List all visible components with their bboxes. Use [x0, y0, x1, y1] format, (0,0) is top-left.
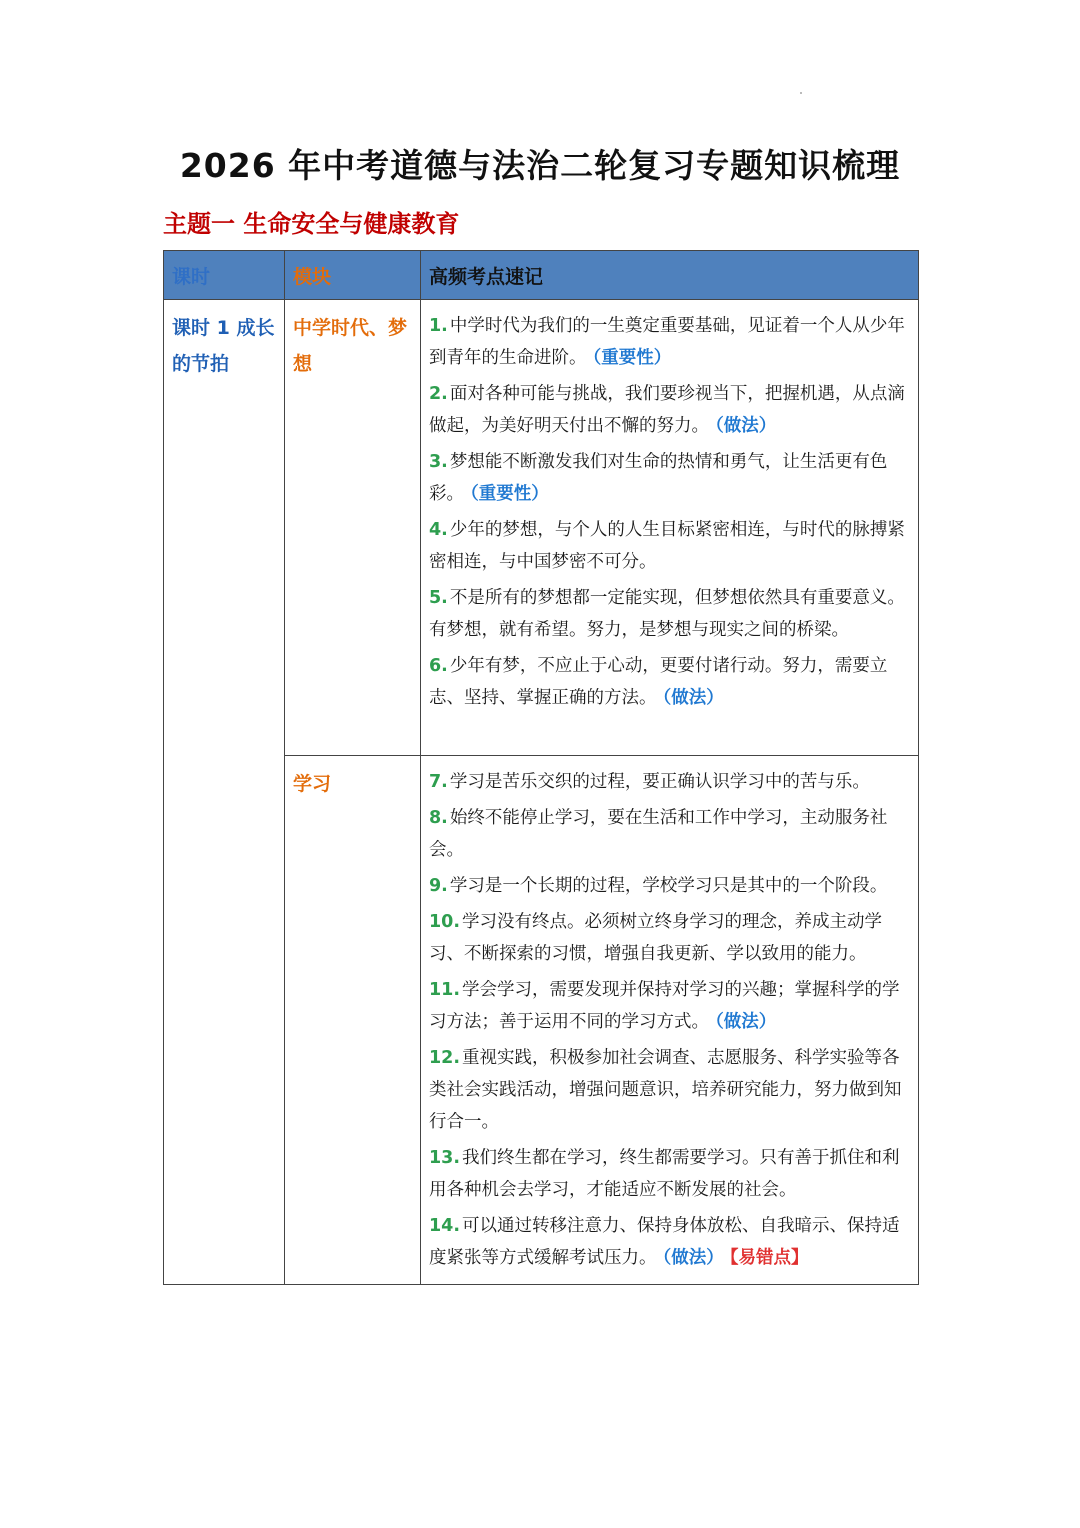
point-text: 面对各种可能与挑战，我们要珍视当下，把握机遇，从点滴做起，为美好明天付出不懈的努力。 [429, 384, 905, 436]
point-item [429, 1142, 910, 1206]
point-text: 不是所有的梦想都一定能实现，但梦想依然具有重要意义。有梦想，就有希望。努力，是梦想与现实之间的桥梁。 [429, 588, 905, 640]
point-text: 我们终生都在学习，终生都需要学习。只有善于抓住和利用各种机会去学习，才能适应不断发展的社会。 [429, 1148, 900, 1200]
point-item [429, 650, 910, 714]
point-item [429, 378, 910, 442]
point-number: 12. [429, 1048, 461, 1068]
point-text: 少年有梦，不应止于心动，更要付诸行动。努力，需要立志、坚持、掌握正确的方法。 [429, 656, 888, 708]
point-number: 13. [429, 1148, 461, 1168]
point-tag: （做法） [662, 1248, 724, 1268]
error-prone-tag: 【易错点】 [729, 1248, 809, 1268]
point-number: 1. [429, 316, 448, 336]
header-lesson: 课时 [164, 251, 285, 300]
point-item [429, 974, 910, 1038]
points-cell-study [421, 756, 919, 1285]
document-title: 2026 年中考道德与法治二轮复习专题知识梳理 [179, 146, 901, 185]
point-item [429, 310, 910, 374]
point-tag: （做法） [662, 688, 724, 708]
header-module: 模块 [285, 251, 421, 300]
point-text: 重视实践，积极参加社会调查、志愿服务、科学实验等各类社会实践活动，增强问题意识，培养研究能力，努力做到知行合一。 [429, 1048, 902, 1132]
module-cell-study: 学习 [285, 756, 421, 1285]
point-item [429, 870, 910, 902]
point-text: 梦想能不断激发我们对生命的热情和勇气，让生活更有色彩。 [429, 452, 888, 504]
point-text: 学习是一个长期的过程，学校学习只是其中的一个阶段。 [449, 876, 888, 896]
point-number: 6. [429, 656, 448, 676]
point-number: 3. [429, 452, 448, 472]
point-number: 4. [429, 520, 448, 540]
point-item [429, 766, 910, 798]
point-text: 学习没有终点。必须树立终身学习的理念，养成主动学习、不断探索的习惯，增强自我更新、学以致用的能力。 [429, 912, 883, 964]
point-item [429, 514, 910, 578]
point-item [429, 1210, 910, 1274]
speck-mark [800, 92, 802, 94]
point-item [429, 1042, 910, 1138]
point-text: 学习是苦乐交织的过程，要正确认识学习中的苦与乐。 [449, 772, 870, 792]
point-tag: （重要性） [470, 484, 549, 504]
lesson-cell: 课时 1 成长的节拍 [164, 300, 285, 1285]
point-item [429, 446, 910, 510]
point-number: 14. [429, 1216, 461, 1236]
point-number: 10. [429, 912, 461, 932]
point-tag: （做法） [715, 416, 777, 436]
table-row [164, 300, 919, 756]
point-item [429, 906, 910, 970]
knowledge-table [163, 250, 919, 1285]
point-text: 少年的梦想，与个人的人生目标紧密相连，与时代的脉搏紧密相连，与中国梦密不可分。 [429, 520, 905, 572]
point-number: 5. [429, 588, 448, 608]
table-header-row [164, 251, 919, 300]
module-cell-dream: 中学时代、梦想 [285, 300, 421, 756]
point-item [429, 582, 910, 646]
point-text: 中学时代为我们的一生奠定重要基础，见证着一个人从少年到青年的生命进阶。 [429, 316, 905, 368]
point-number: 7. [429, 772, 448, 792]
point-item [429, 802, 910, 866]
point-number: 8. [429, 808, 448, 828]
section-title: 主题一 生命安全与健康教育 [163, 210, 460, 238]
point-number: 2. [429, 384, 448, 404]
point-tag: （做法） [715, 1012, 777, 1032]
point-text: 可以通过转移注意力、保持身体放松、自我暗示、保持适度紧张等方式缓解考试压力。 [429, 1216, 900, 1268]
point-tag: （重要性） [592, 348, 672, 368]
point-text: 学会学习，需要发现并保持对学习的兴趣；掌握科学的学习方法；善于运用不同的学习方式。 [429, 980, 900, 1032]
point-number: 11. [429, 980, 461, 1000]
point-text: 始终不能停止学习，要在生活和工作中学习，主动服务社会。 [429, 808, 888, 860]
point-number: 9. [429, 876, 448, 896]
header-points: 高频考点速记 [421, 251, 919, 300]
points-cell-dream [421, 300, 919, 756]
